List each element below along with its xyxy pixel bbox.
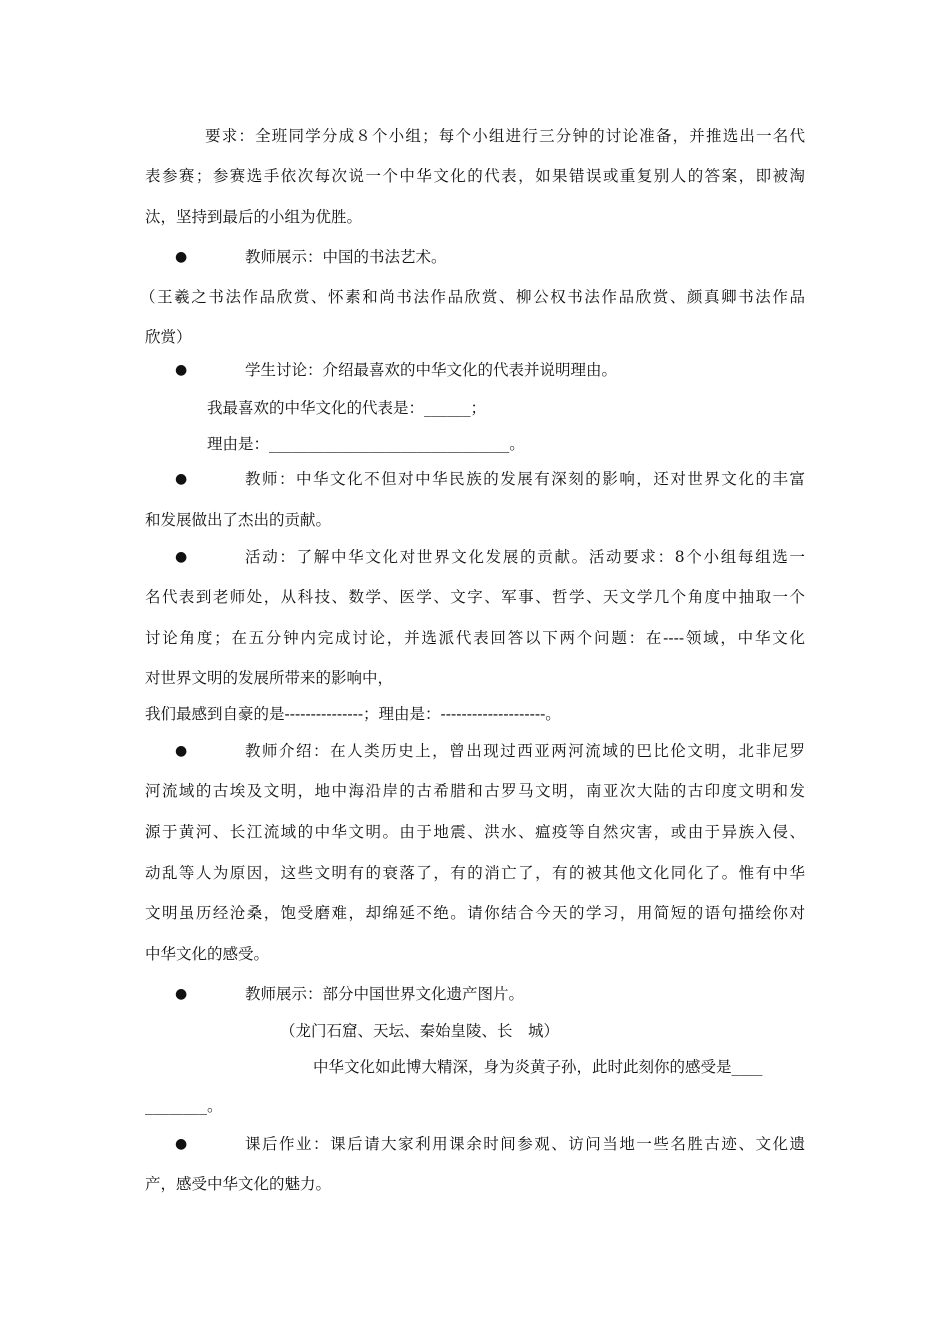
b3-line1: 教师：中华文化不但对中华民族的发展有深刻的影响，还对世界文化的丰富 bbox=[245, 470, 805, 488]
b4-line5: 我们最感到自豪的是---------------；理由是：--------------------。 bbox=[145, 705, 561, 723]
b2-fill1: 我最喜欢的中华文化的代表是：______； bbox=[207, 399, 487, 417]
bullet-icon: ● bbox=[175, 362, 188, 378]
bullet-icon: ● bbox=[175, 986, 188, 1002]
bullet-icon: ● bbox=[175, 549, 188, 565]
p1-line1: 要求：全班同学分成８个小组；每个小组进行三分钟的讨论准备，并推选出一名代 bbox=[205, 127, 805, 145]
p1-line3: 汰，坚持到最后的小组为优胜。 bbox=[145, 208, 363, 226]
b6-line1: 中华文化如此博大精深，身为炎黄子孙，此时此刻你的感受是____ bbox=[313, 1058, 763, 1076]
b6-text: 教师展示：部分中国世界文化遗产图片。 bbox=[245, 985, 525, 1003]
b1-text: 教师展示：中国的书法艺术。 bbox=[245, 248, 447, 266]
b7-line1: 课后作业：课后请大家利用课余时间参观、访问当地一些名胜古迹、文化遗 bbox=[245, 1135, 805, 1153]
b5-line4: 动乱等人为原因，这些文明有的衰落了，有的消亡了，有的被其他文化同化了。惟有中华 bbox=[145, 864, 805, 882]
bullet-icon: ● bbox=[175, 249, 188, 265]
b4-line1: 活动：了解中华文化对世界文化发展的贡献。活动要求：8个小组每组选一 bbox=[245, 548, 805, 566]
b2-text: 学生讨论：介绍最喜欢的中华文化的代表并说明理由。 bbox=[245, 361, 618, 379]
b7-line2: 产，感受中华文化的魅力。 bbox=[145, 1175, 332, 1193]
b5-line5: 文明虽历经沧桑，饱受磨难，却绵延不绝。请你结合今天的学习，用简短的语句描绘你对 bbox=[145, 904, 805, 922]
bullet-icon: ● bbox=[175, 471, 188, 487]
b5-line2: 河流域的古埃及文明，地中海沿岸的古希腊和古罗马文明，南亚次大陆的古印度文明和发 bbox=[145, 782, 805, 800]
bullet-icon: ● bbox=[175, 1136, 188, 1152]
b6-sub: （龙门石窟、天坛、秦始皇陵、长 城） bbox=[280, 1022, 560, 1040]
b4-line3: 讨论角度；在五分钟内完成讨论，并选派代表回答以下两个问题：在----领域，中华文化 bbox=[145, 629, 805, 647]
p1-line2: 表参赛；参赛选手依次每次说一个中华文化的代表，如果错误或重复别人的答案，即被淘 bbox=[145, 167, 805, 185]
bullet-icon: ● bbox=[175, 743, 188, 759]
note1-line2: 欣赏） bbox=[145, 328, 192, 346]
b4-line4: 对世界文明的发展所带来的影响中， bbox=[145, 669, 394, 687]
note1-line1: （王羲之书法作品欣赏、怀素和尚书法作品欣赏、柳公权书法作品欣赏、颜真卿书法作品 bbox=[140, 288, 805, 306]
b3-line2: 和发展做出了杰出的贡献。 bbox=[145, 511, 332, 529]
b2-fill2: 理由是：_______________________________。 bbox=[207, 435, 525, 453]
b6-line2: ________。 bbox=[145, 1097, 223, 1115]
b4-line2: 名代表到老师处，从科技、数学、医学、文字、军事、哲学、天文学几个角度中抽取一个 bbox=[145, 588, 805, 606]
b5-line3: 源于黄河、长江流域的中华文明。由于地震、洪水、瘟疫等自然灾害，或由于异族入侵、 bbox=[145, 823, 805, 841]
b5-line1: 教师介绍：在人类历史上，曾出现过西亚两河流域的巴比伦文明，北非尼罗 bbox=[245, 742, 805, 760]
b5-line6: 中华文化的感受。 bbox=[145, 945, 270, 963]
